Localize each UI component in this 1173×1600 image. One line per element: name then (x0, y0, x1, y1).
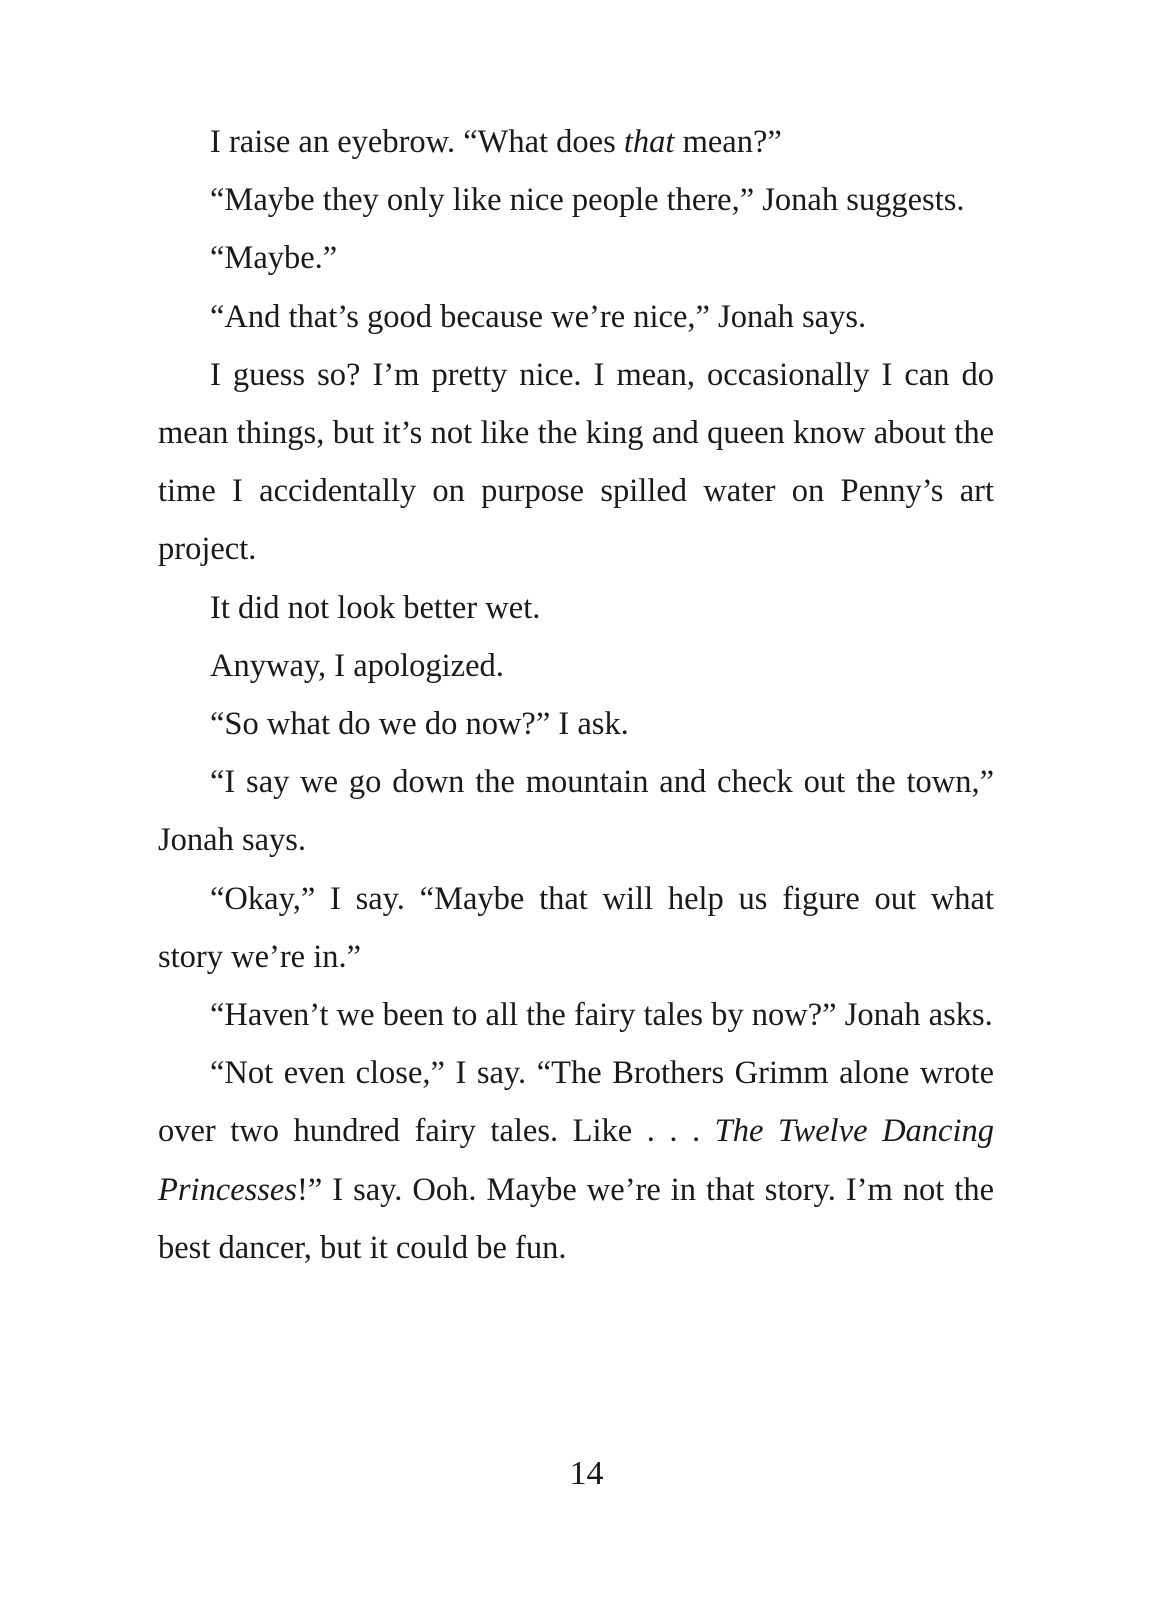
paragraph: “And that’s good because we’re nice,” Jonah says. (210, 298, 867, 335)
paragraph: “I say we go down the mountain and check out the town,” Jonah says. (158, 764, 994, 859)
paragraph: I guess so? I’m pretty nice. I mean, occasionally I can do mean things, but it’s not like the king and queen know about the time I accidentally on purpose spilled water on Penny’s art project. (158, 356, 994, 568)
italic-text: that (623, 124, 675, 160)
paragraph: “Maybe they only like nice people there,” Jonah suggests. (210, 182, 965, 219)
paragraph: “Not even close,” I say. “The Brothers Grimm alone wrote over two hundred fairy tales. Like . . . The Twelve Dancing Princesses!” I say. Ooh. Maybe we’re in that story. I’m not the best dancer, but it could be fun. (158, 1055, 994, 1266)
paragraph: Anyway, I apologized. (210, 647, 504, 684)
body-text (158, 113, 994, 1277)
italic-text: The Twelve Dancing Princesses (158, 1113, 994, 1208)
paragraph: “Haven’t we been to all the fairy tales by now?” Jonah asks. (210, 997, 993, 1034)
paragraph: “So what do we do now?” I ask. (210, 706, 629, 743)
paragraph: It did not look better wet. (210, 589, 541, 626)
paragraph: “Maybe.” (210, 240, 338, 277)
paragraph: I raise an eyebrow. “What does that mean?” (210, 124, 782, 160)
page-number: 14 (569, 1455, 604, 1492)
paragraph: “Okay,” I say. “Maybe that will help us figure out what story we’re in.” (158, 880, 994, 975)
